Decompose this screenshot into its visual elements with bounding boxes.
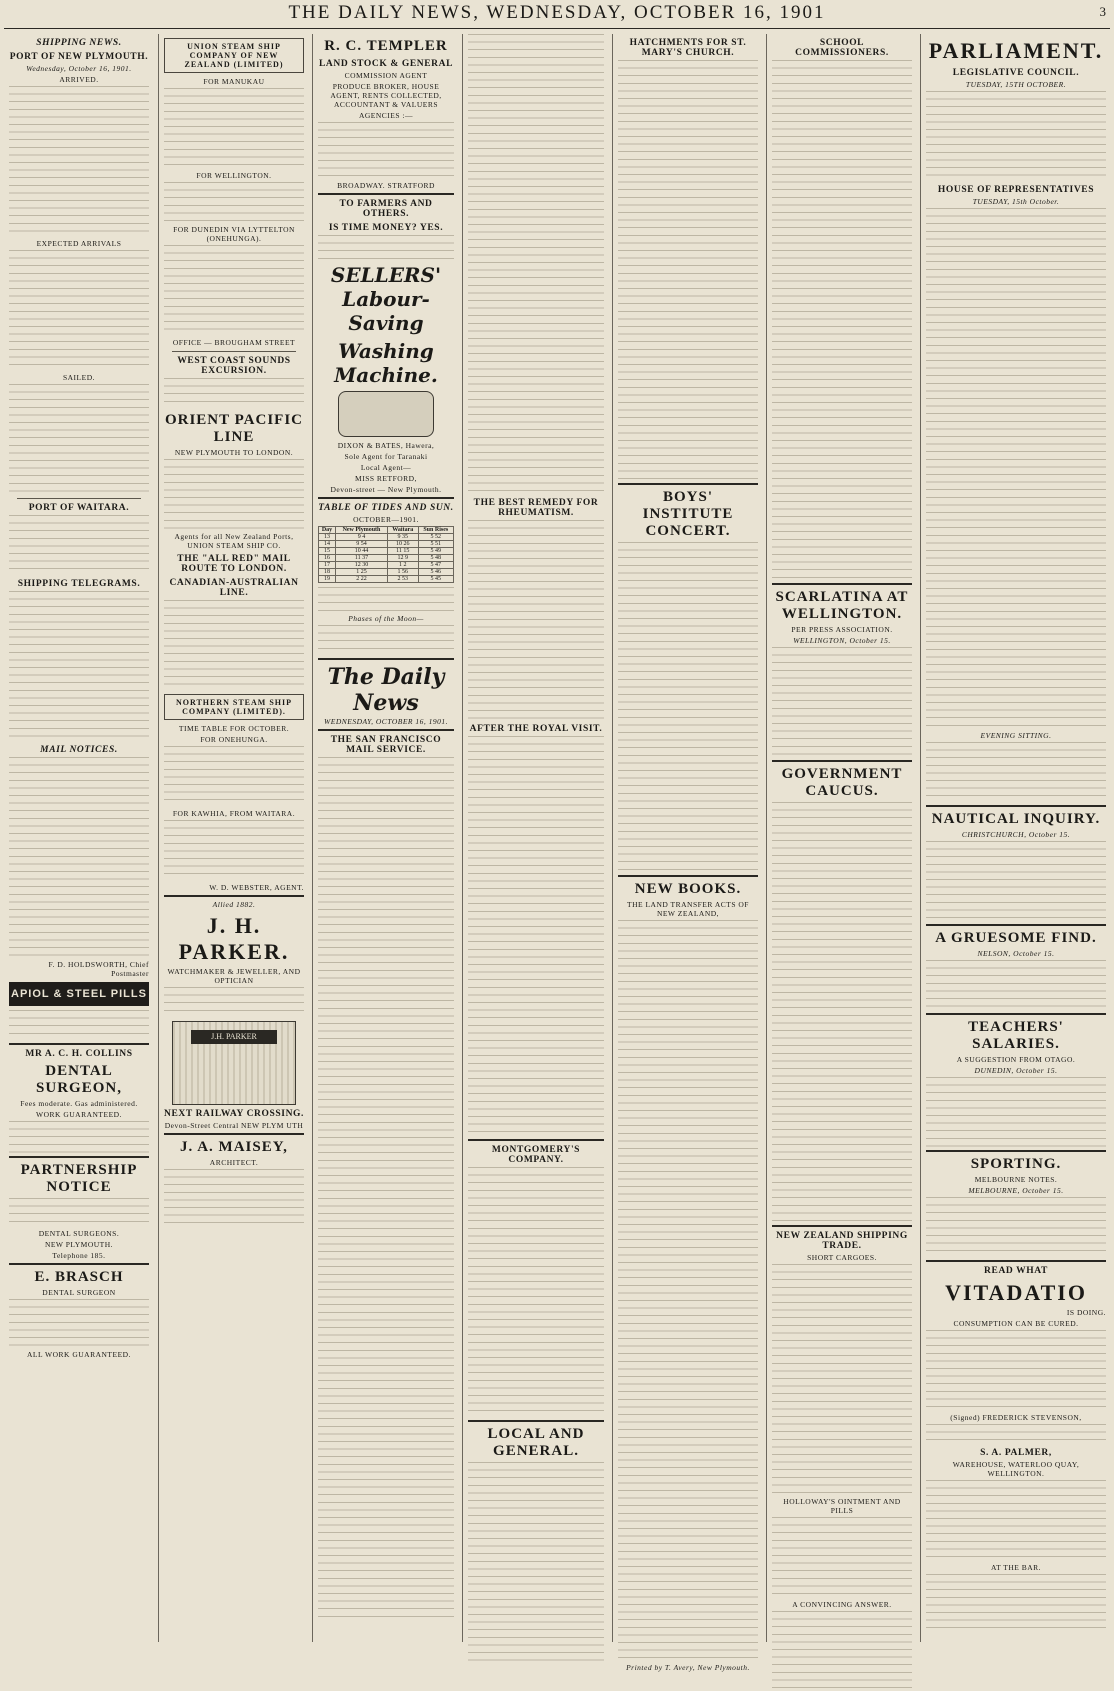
house-heading: HOUSE OF REPRESENTATIVES [937,185,1095,195]
brasch-name: E. BRASCH [34,1269,124,1285]
body-text [926,1574,1106,1634]
body-text [9,1299,149,1347]
tides-cell: 17 [319,562,336,569]
daily-news-title: The Daily News [327,664,445,716]
divider [618,483,758,485]
body-text [318,757,454,1617]
column-2 [158,34,309,1642]
parker-name: J. H. PARKER. [178,913,290,964]
tides-row [319,534,454,541]
divider [164,1133,304,1135]
body-text [468,1462,604,1662]
school-heading: SCHOOL COMMISSIONERS. [795,38,889,58]
tides-cell: 5 47 [418,562,453,569]
vitadatio-heading: VITADATIO [945,1280,1087,1305]
all-work: ALL WORK GUARANTEED. [27,1350,131,1359]
expected-label: EXPECTED ARRIVALS [36,239,122,248]
sailed-label: SAILED. [62,373,96,382]
tides-cell: 5 46 [418,569,453,576]
divider [318,497,454,499]
body-text [9,515,149,575]
tides-cell: 10 44 [335,548,387,555]
body-text [772,802,912,1222]
body-text [318,122,454,178]
local-heading: LOCAL AND GENERAL. [487,1426,585,1459]
shopfront-illustration [172,1021,296,1105]
tides-cell: 9 4 [335,534,387,541]
christchurch-dateline: CHRISTCHURCH, October 15. [961,830,1071,839]
divider [926,1013,1106,1015]
tides-cell: 1 2 [387,562,418,569]
tides-cell: 5 49 [418,548,453,555]
tides-row [319,548,454,555]
templer-land: LAND STOCK & GENERAL [318,59,454,69]
west-coast-heading: WEST COAST SOUNDS EXCURSION. [177,356,291,376]
maisey-trade: ARCHITECT. [209,1158,259,1167]
kawhia-label: FOR KAWHIA, FROM WAITARA. [172,809,296,818]
tides-cell: 18 [319,569,336,576]
waitara-heading: PORT OF WAITARA. [28,503,130,513]
time-money: IS TIME MONEY? YES. [328,223,444,233]
body-text [9,1198,149,1226]
body-text [468,34,604,494]
dental-surgeons: DENTAL SURGEONS. [38,1229,120,1238]
dunedin-dateline: DUNEDIN, October 15. [974,1066,1058,1075]
mail-notices-heading: MAIL NOTICES. [40,745,118,755]
body-text [9,591,149,741]
all-red-heading: THE "ALL RED" MAIL ROUTE TO LONDON. [177,554,291,574]
body-text [9,757,149,957]
orient-heading: ORIENT PACIFIC LINE [164,412,304,445]
read-what: READ WHAT [984,1266,1048,1276]
agent-sign: W. D. WEBSTER, AGENT. [209,883,304,892]
templer-produce: PRODUCE BROKER, HOUSE AGENT, RENTS COLLECTED, ACCOUNTANT & VALUERS [330,82,442,109]
body-text [318,587,454,611]
body-text [164,378,304,408]
railway-heading: NEXT RAILWAY CROSSING. [164,1109,304,1119]
work-guaranteed: WORK GUARANTEED. [36,1110,122,1119]
tides-header-cell: Day [319,527,336,534]
tides-row [319,555,454,562]
teachers-heading: TEACHERS' SALARIES. [968,1019,1064,1052]
evening-sitting: EVENING SITTING. [980,731,1052,740]
body-text [318,625,454,655]
divider [926,805,1106,807]
body-text [318,235,454,259]
divider [318,193,454,195]
brasch-trade: DENTAL SURGEON [42,1288,116,1297]
tides-cell: 2 22 [335,576,387,583]
body-text [9,1121,149,1153]
tides-cell: 9 54 [335,541,387,548]
established: Allied 1882. [212,900,256,909]
tides-table [318,526,454,583]
tides-row [319,562,454,569]
body-text [618,542,758,872]
body-text [772,1611,912,1691]
tides-cell: 12 9 [387,555,418,562]
scarlatina-heading: SCARLATINA AT WELLINGTON. [775,589,909,622]
is-doing: IS DOING. [1066,1308,1106,1317]
telegrams-heading: SHIPPING TELEGRAMS. [17,579,141,589]
shipping-news-heading: SHIPPING NEWS. [36,38,122,48]
body-text [9,384,149,494]
wellington-dateline: WELLINGTON, October 15. [793,636,891,645]
body-text [164,245,304,335]
body-text [164,820,304,880]
agencies-label: AGENCIES :— [358,111,414,120]
montgomery-heading: MONTGOMERY'S COMPANY. [491,1145,581,1165]
tides-cell: 15 [319,548,336,555]
tides-cell: 11 37 [335,555,387,562]
tides-header-cell: Sun Rises [418,527,453,534]
consumption: CONSUMPTION CAN BE CURED. [953,1319,1079,1328]
timetable-label: TIME TABLE FOR OCTOBER. [178,724,290,733]
remedy-heading: THE BEST REMEDY FOR RHEUMATISM. [473,498,599,518]
body-text [926,1480,1106,1560]
apiol-ad: APIOL & STEEL PILLS [9,982,149,1006]
agents-note: Agents for all New Zealand Ports, UNION STEAM SHIP CO. [174,532,294,550]
body-text [772,647,912,757]
sporting-heading: SPORTING. [970,1156,1062,1172]
sellers-heading: SELLERS' Labour-Saving [330,263,442,335]
daily-date: WEDNESDAY, OCTOBER 16, 1901. [323,717,448,726]
arrived-label: ARRIVED. [59,75,99,84]
orient-sub: NEW PLYMOUTH TO LONDON. [174,448,294,457]
body-text [926,841,1106,921]
sole-agent: Sole Agent for Taranaki [344,452,428,461]
divider [618,875,758,877]
tuesday2-dateline: TUESDAY, 15th October. [972,197,1060,206]
divider [926,924,1106,926]
tides-row [319,541,454,548]
body-text [772,60,912,580]
caucus-heading: GOVERNMENT CAUCUS. [781,766,903,799]
dixon: DIXON & BATES, Hawera, [337,441,435,450]
melbourne-dateline: MELBOURNE, October 15. [968,1186,1064,1195]
partnership-heading: PARTNERSHIP NOTICE [20,1162,138,1195]
body-text [9,1010,149,1040]
column-1 [4,34,154,1642]
body-text [164,182,304,222]
at-bar: AT THE BAR. [990,1563,1042,1572]
divider [9,1263,149,1265]
tides-cell: 10 26 [387,541,418,548]
tides-cell: 1 25 [335,569,387,576]
masthead [0,0,1114,26]
tides-cell: 5 52 [418,534,453,541]
column-3 [312,34,459,1642]
manukau-label: FOR MANUKAU [203,77,265,86]
tides-cell: 2 53 [387,576,418,583]
parliament-heading: PARLIAMENT. [928,38,1104,63]
collins-note: Fees moderate. Gas administered. [20,1099,138,1108]
divider [772,1225,912,1227]
washing-heading: Washing Machine. [334,339,438,387]
tides-month: OCTOBER—1901. [353,515,419,524]
column-7 [920,34,1111,1642]
port-date: Wednesday, October 16, 1901. [26,64,132,73]
body-text [926,742,1106,802]
tides-cell: 12 30 [335,562,387,569]
body-text [164,600,304,690]
nautical-heading: NAUTICAL INQUIRY. [931,811,1101,827]
divider [926,1150,1106,1152]
templer-name: R. C. TEMPLER [324,38,448,54]
maisey-name: J. A. MAISEY, [180,1139,288,1155]
washing-machine-illustration [338,391,434,437]
tides-cell: 11 15 [387,548,418,555]
body-text [926,1197,1106,1257]
usc-ad [164,38,304,73]
body-text [926,208,1106,728]
page-number: 3 [1099,4,1106,19]
tides-cell: 19 [319,576,336,583]
tides-header-cell: New Plymouth [335,527,387,534]
otago-suggestion: A SUGGESTION FROM OTAGO. [956,1055,1076,1064]
telephone: Telephone 185. [52,1251,106,1260]
tides-cell: 14 [319,541,336,548]
divider [17,498,141,499]
body-text [9,250,149,370]
convincing: A CONVINCING ANSWER. [792,1600,892,1609]
newspaper-title: THE DAILY NEWS, WEDNESDAY, OCTOBER 16, 1901 [288,2,826,23]
tides-title: TABLE OF TIDES AND SUN. [318,503,454,513]
new-books-heading: NEW BOOKS. [634,881,742,897]
office-label: OFFICE — BROUGHAM STREET [172,338,296,347]
body-text [926,1424,1106,1444]
divider [772,583,912,585]
body-text [772,1264,912,1494]
broadway-label: BROADWAY. STRATFORD [337,181,435,190]
body-text [618,60,758,480]
body-text [468,520,604,720]
tides-cell: 1 56 [387,569,418,576]
nelson-dateline: NELSON, October 15. [977,949,1055,958]
new-plymouth: NEW PLYMOUTH. [44,1240,114,1249]
body-text [772,1517,912,1597]
retford-address: Devon-street — New Plymouth. [330,485,442,494]
collins-name: MR A. C. H. COLLINS [25,1049,133,1059]
tuesday-dateline: TUESDAY, 15TH OCTOBER. [965,80,1067,89]
body-text [926,1330,1106,1410]
onehunga-label: FOR ONEHUNGA. [200,735,268,744]
tides-cell: 9 35 [387,534,418,541]
local-agent: Local Agent— [360,463,412,472]
tides-cell: 5 45 [418,576,453,583]
sanfran-heading: THE SAN FRANCISCO MAIL SERVICE. [330,735,442,755]
tides-cell: 5 48 [418,555,453,562]
boys-heading: BOYS' INSTITUTE CONCERT. [642,489,734,539]
land-transfer: THE LAND TRANSFER ACTS OF NEW ZEALAND, [627,900,749,918]
dunedin-label: FOR DUNEDIN VIA LYTTELTON (ONEHUNGA). [173,225,295,243]
body-text [164,746,304,806]
body-text [926,960,1106,1010]
column-5 [612,34,763,1672]
column-4 [462,34,609,1642]
divider [9,1156,149,1158]
divider [318,658,454,660]
wellington-label: FOR WELLINGTON. [196,171,272,180]
northern-heading: NORTHERN STEAM SHIP COMPANY (LIMITED). [175,698,293,716]
body-text [468,1167,604,1417]
divider [772,760,912,762]
palmer-name: S. A. PALMER, [980,1448,1052,1458]
column-6 [766,34,917,1642]
collins-trade: DENTAL SURGEON, [36,1063,122,1096]
holloway: HOLLOWAY'S OINTMENT AND PILLS [783,1497,901,1515]
tides-cell: 13 [319,534,336,541]
port-heading: PORT OF NEW PLYMOUTH. [9,52,149,62]
masthead-rule [4,28,1110,29]
divider [164,895,304,897]
printer-signature: Printed by T. Avery, New Plymouth. [626,1663,750,1672]
tides-row [319,569,454,576]
retford: MISS RETFORD, [355,474,417,483]
parker-trade: WATCHMAKER & JEWELLER, AND OPTICIAN [167,967,301,985]
tides-header-cell: Waitara [387,527,418,534]
usc-heading: UNION STEAM SHIP COMPANY OF NEW ZEALAND (LIMITED) [184,42,284,69]
short-cargoes: SHORT CARGOES. [807,1253,877,1262]
farmers-heading: TO FARMERS AND OTHERS. [339,199,433,219]
canadian-heading: CANADIAN-AUSTRALIAN LINE. [169,578,299,598]
body-text [618,920,758,1660]
divider [172,351,296,352]
body-text [926,91,1106,181]
body-text [468,736,604,1136]
royal-visit-heading: AFTER THE ROYAL VISIT. [469,724,603,734]
body-text [164,459,304,529]
body-text [164,1169,304,1229]
divider [468,1139,604,1141]
tides-cell: 16 [319,555,336,562]
body-text [164,88,304,168]
shipping-trade-heading: NEW ZEALAND SHIPPING TRADE. [776,1231,908,1251]
body-text [9,86,149,236]
stevenson-sign: (Signed) FREDERICK STEVENSON, [950,1413,1082,1422]
legislative-heading: LEGISLATIVE COUNCIL. [952,68,1080,78]
melbourne-notes: MELBOURNE NOTES. [974,1175,1058,1184]
divider [926,1260,1106,1262]
tides-row [319,576,454,583]
railway-sub: Devon-Street Central NEW PLYM UTH [164,1121,304,1130]
divider [318,729,454,731]
palmer-address: WAREHOUSE, WATERLOO QUAY, WELLINGTON. [952,1460,1080,1478]
press-assoc: PER PRESS ASSOCIATION. [791,625,893,634]
postmaster-sign: F. D. HOLDSWORTH, Chief Postmaster [48,960,149,978]
templer-commission: COMMISSION AGENT [344,71,428,80]
body-text [926,1077,1106,1147]
hatchments-heading: HATCHMENTS FOR ST. MARY'S CHURCH. [629,38,747,58]
body-text [164,987,304,1017]
northern-ad [164,694,304,720]
tides-cell: 5 51 [418,541,453,548]
shop-sign: J.H. PARKER [191,1030,277,1044]
divider [9,1043,149,1045]
gruesome-heading: A GRUESOME FIND. [935,930,1097,946]
divider [468,1420,604,1422]
phases-label: Phases of the Moon— [348,614,424,623]
